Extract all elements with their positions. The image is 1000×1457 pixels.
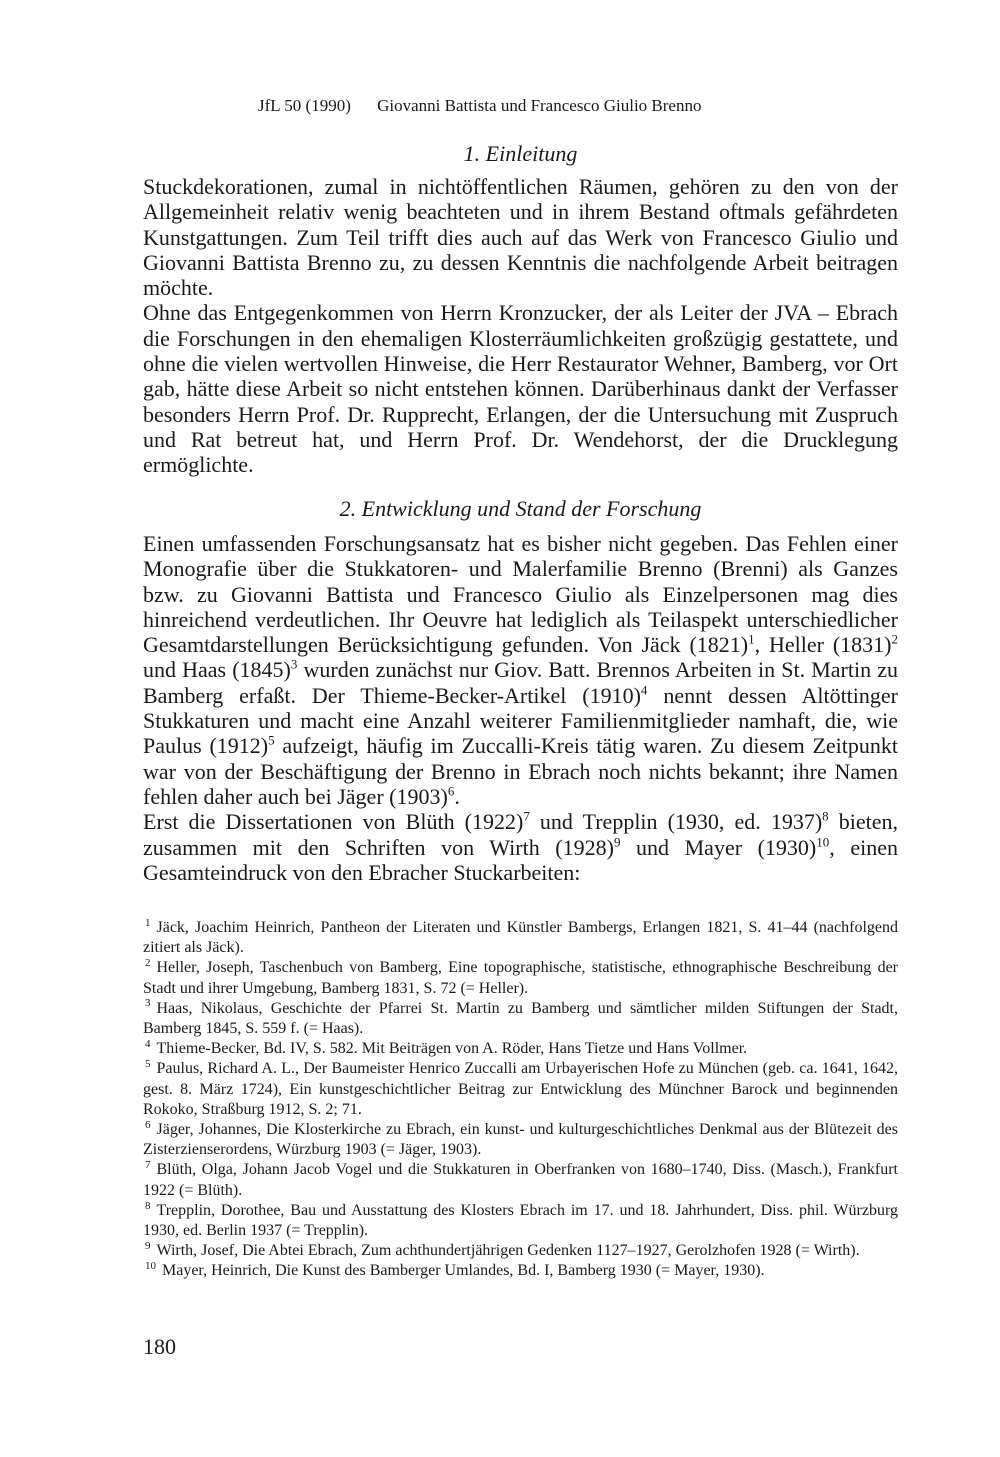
footnote-text: Mayer, Heinrich, Die Kunst des Bamberger Umlandes, Bd. I, Bamberg 1930 (= Mayer, 1930). xyxy=(162,1262,765,1280)
text-run: Erst die Dissertationen von Blüth (1922) xyxy=(143,809,524,835)
footnote-ref: 1 xyxy=(748,631,755,647)
journal-citation: JfL 50 (1990) xyxy=(258,96,351,115)
footnote xyxy=(143,1160,898,1200)
text-run: bieten, zusammen mit den Schriften von Wirth (1928) xyxy=(143,809,898,860)
footnote-text: Jäger, Johannes, Die Klosterkirche zu Ebrach, ein kunst- und kulturgeschichtliches Denkmal aus der Blütezeit des Zisterzienserordens, Würzburg 1903 (= Jäger, 1903). xyxy=(143,1121,898,1159)
footnote xyxy=(143,918,898,958)
footnote-number: 4 xyxy=(145,1037,151,1050)
footnote-ref: 6 xyxy=(447,783,455,799)
footnote-ref: 3 xyxy=(290,657,298,673)
text-run: und Mayer (1930) xyxy=(620,834,817,860)
footnote xyxy=(143,1241,898,1261)
footnote-ref: 10 xyxy=(816,834,830,850)
footnote xyxy=(143,1201,898,1241)
text-run: aufzeigt, häufig im Zuccalli-Kreis tätig waren. Zu diesem Zeitpunkt war von der Beschäftigung der Brenno in Ebrach noch nichts bekannt; ihre Namen fehlen daher auch bei Jäger (1903) xyxy=(143,733,899,809)
text-run: und Trepplin (1930, ed. 1937) xyxy=(529,809,823,835)
paragraph: Ohne das Entgegenkommen von Herrn Kronzucker, der als Leiter der JVA – Ebrach die Forschungen in den ehemaligen Klosterräumlichkeiten großzügig gestattete, und ohne die vielen wertvollen Hinweise, die Herr Restaurator Wehner, Bamberg, vor Ort gab, hätte diese Arbeit so nicht entstehen können. Darüberhinaus dankt der Verfasser besonders Herrn Prof. Dr. Rupprecht, Erlangen, der die Untersuchung mit Zuspruch und Rat betreut hat, und Herrn Prof. Dr. Wendehorst, der die Drucklegung ermöglichte. xyxy=(143,300,898,478)
footnote-ref: 4 xyxy=(640,682,648,698)
footnote-ref: 2 xyxy=(891,631,899,647)
footnote-number: 5 xyxy=(145,1058,151,1071)
section-title-forschung: 2. Entwicklung und Stand der Forschung xyxy=(339,496,702,521)
footnote-number: 6 xyxy=(145,1118,151,1131)
footnote-ref: 8 xyxy=(822,808,829,824)
paragraph: Stuckdekorationen, zumal in nichtöffentlichen Räumen, gehören zu den von der Allgemeinheit relativ wenig beachteten und in ihrem Bestand oftmals gefährdeten Kunstgattungen. Zum Teil trifft dies auch auf das Werk von Francesco Giulio und Giovanni Battista Brenno zu, zu dessen Kenntnis die nachfolgende Arbeit beitragen möchte. xyxy=(143,174,898,301)
section-forschung-body xyxy=(143,531,898,885)
footnote-ref: 5 xyxy=(268,733,275,749)
section-einleitung-body xyxy=(143,174,898,478)
footnote xyxy=(143,958,898,998)
footnotes xyxy=(143,918,898,1282)
footnote-text: Blüth, Olga, Johann Jacob Vogel und die Stukkaturen in Oberfranken von 1680–1740, Diss. (Masch.), Frankfurt 1922 (= Blüth). xyxy=(143,1161,898,1199)
footnote xyxy=(143,999,898,1039)
footnote-number: 2 xyxy=(145,957,151,970)
footnote xyxy=(143,1261,898,1281)
footnote-number: 7 xyxy=(145,1159,151,1172)
footnote-text: Haas, Nikolaus, Geschichte der Pfarrei St. Martin zu Bamberg und sämtlicher milden Stiftungen der Stadt, Bamberg 1845, S. 559 f. (= Haas). xyxy=(143,999,898,1038)
footnote-text: Wirth, Josef, Die Abtei Ebrach, Zum achthundertjährigen Gedenken 1127–1927, Gerolzhofen 1928 (= Wirth). xyxy=(156,1242,860,1260)
page-number: 180 xyxy=(143,1334,176,1359)
running-title: Giovanni Battista und Francesco Giulio Brenno xyxy=(377,96,702,115)
footnote-text: Thieme-Becker, Bd. IV, S. 582. Mit Beiträgen von A. Röder, Hans Tietze und Hans Vollmer. xyxy=(156,1040,748,1058)
footnote xyxy=(143,1120,898,1160)
section-title-einleitung: 1. Einleitung xyxy=(463,141,578,166)
text-run: , einen Gesamteindruck von den Ebracher Stuckarbeiten: xyxy=(143,834,898,885)
footnote-number: 1 xyxy=(145,916,151,929)
running-header xyxy=(258,96,778,116)
footnote-ref: 9 xyxy=(613,834,621,850)
text-run: Einen umfassenden Forschungsansatz hat es bisher nicht gegeben. Das Fehlen einer Monografie über die Stukkatoren- und Malerfamilie Brenno (Brenni) als Ganzes bzw. zu Giovanni Battista und Francesco Giulio als Einzelpersonen mag dies hinreichend verdeutlichen. Ihr Oeuvre hat lediglich als Teilaspekt unterschiedlicher Gesamtdarstellungen Berücksichtigung gefunden. Von Jäck (1821) xyxy=(143,531,898,658)
footnote-number: 3 xyxy=(145,997,151,1010)
footnote-text: Paulus, Richard A. L., Der Baumeister Henrico Zuccalli am Urbayerischen Hofe zu München (geb. ca. 1641, 1642, gest. 8. März 1724), Ein kunstgeschichtlicher Beitrag zur Entwicklung des Münchner Barock und beginnenden Rokoko, Straßburg 1912, S. 2; 71. xyxy=(143,1060,898,1118)
footnote xyxy=(143,1059,898,1120)
footnote-number: 10 xyxy=(145,1260,156,1273)
text-run: wurden zunächst nur Giov. Batt. Brennos Arbeiten in St. Martin zu Bamberg erfaßt. Der Thieme-Becker-Artikel (1910) xyxy=(143,657,898,708)
paragraph xyxy=(143,809,898,885)
footnote xyxy=(143,1039,898,1059)
footnote-text: Jäck, Joachim Heinrich, Pantheon der Literaten und Künstler Bambergs, Erlangen 1821, S. 41–44 (nachfolgend zitiert als Jäck). xyxy=(143,919,898,957)
text-run: , Heller (1831) xyxy=(754,632,892,658)
text-run: nennt dessen Altöttinger Stukkaturen und macht eine Anzahl weiterer Familienmitglieder namhaft, die, wie Paulus (1912) xyxy=(143,682,898,759)
footnote-number: 8 xyxy=(145,1199,151,1212)
footnote-text: Trepplin, Dorothee, Bau und Ausstattung des Klosters Ebrach im 17. und 18. Jahrhundert, Diss. phil. Würzburg 1930, ed. Berlin 1937 (= Trepplin). xyxy=(143,1201,898,1240)
text-run: . xyxy=(454,783,460,809)
footnote-number: 9 xyxy=(145,1239,151,1252)
text-run: und Haas (1845) xyxy=(143,657,291,683)
paragraph xyxy=(143,531,898,809)
footnote-ref: 7 xyxy=(523,808,530,824)
footnote-text: Heller, Joseph, Taschenbuch von Bamberg, Eine topographische, statistische, ethnographische Beschreibung der Stadt und ihrer Umgebung, Bamberg 1831, S. 72 (= Heller). xyxy=(143,959,898,997)
